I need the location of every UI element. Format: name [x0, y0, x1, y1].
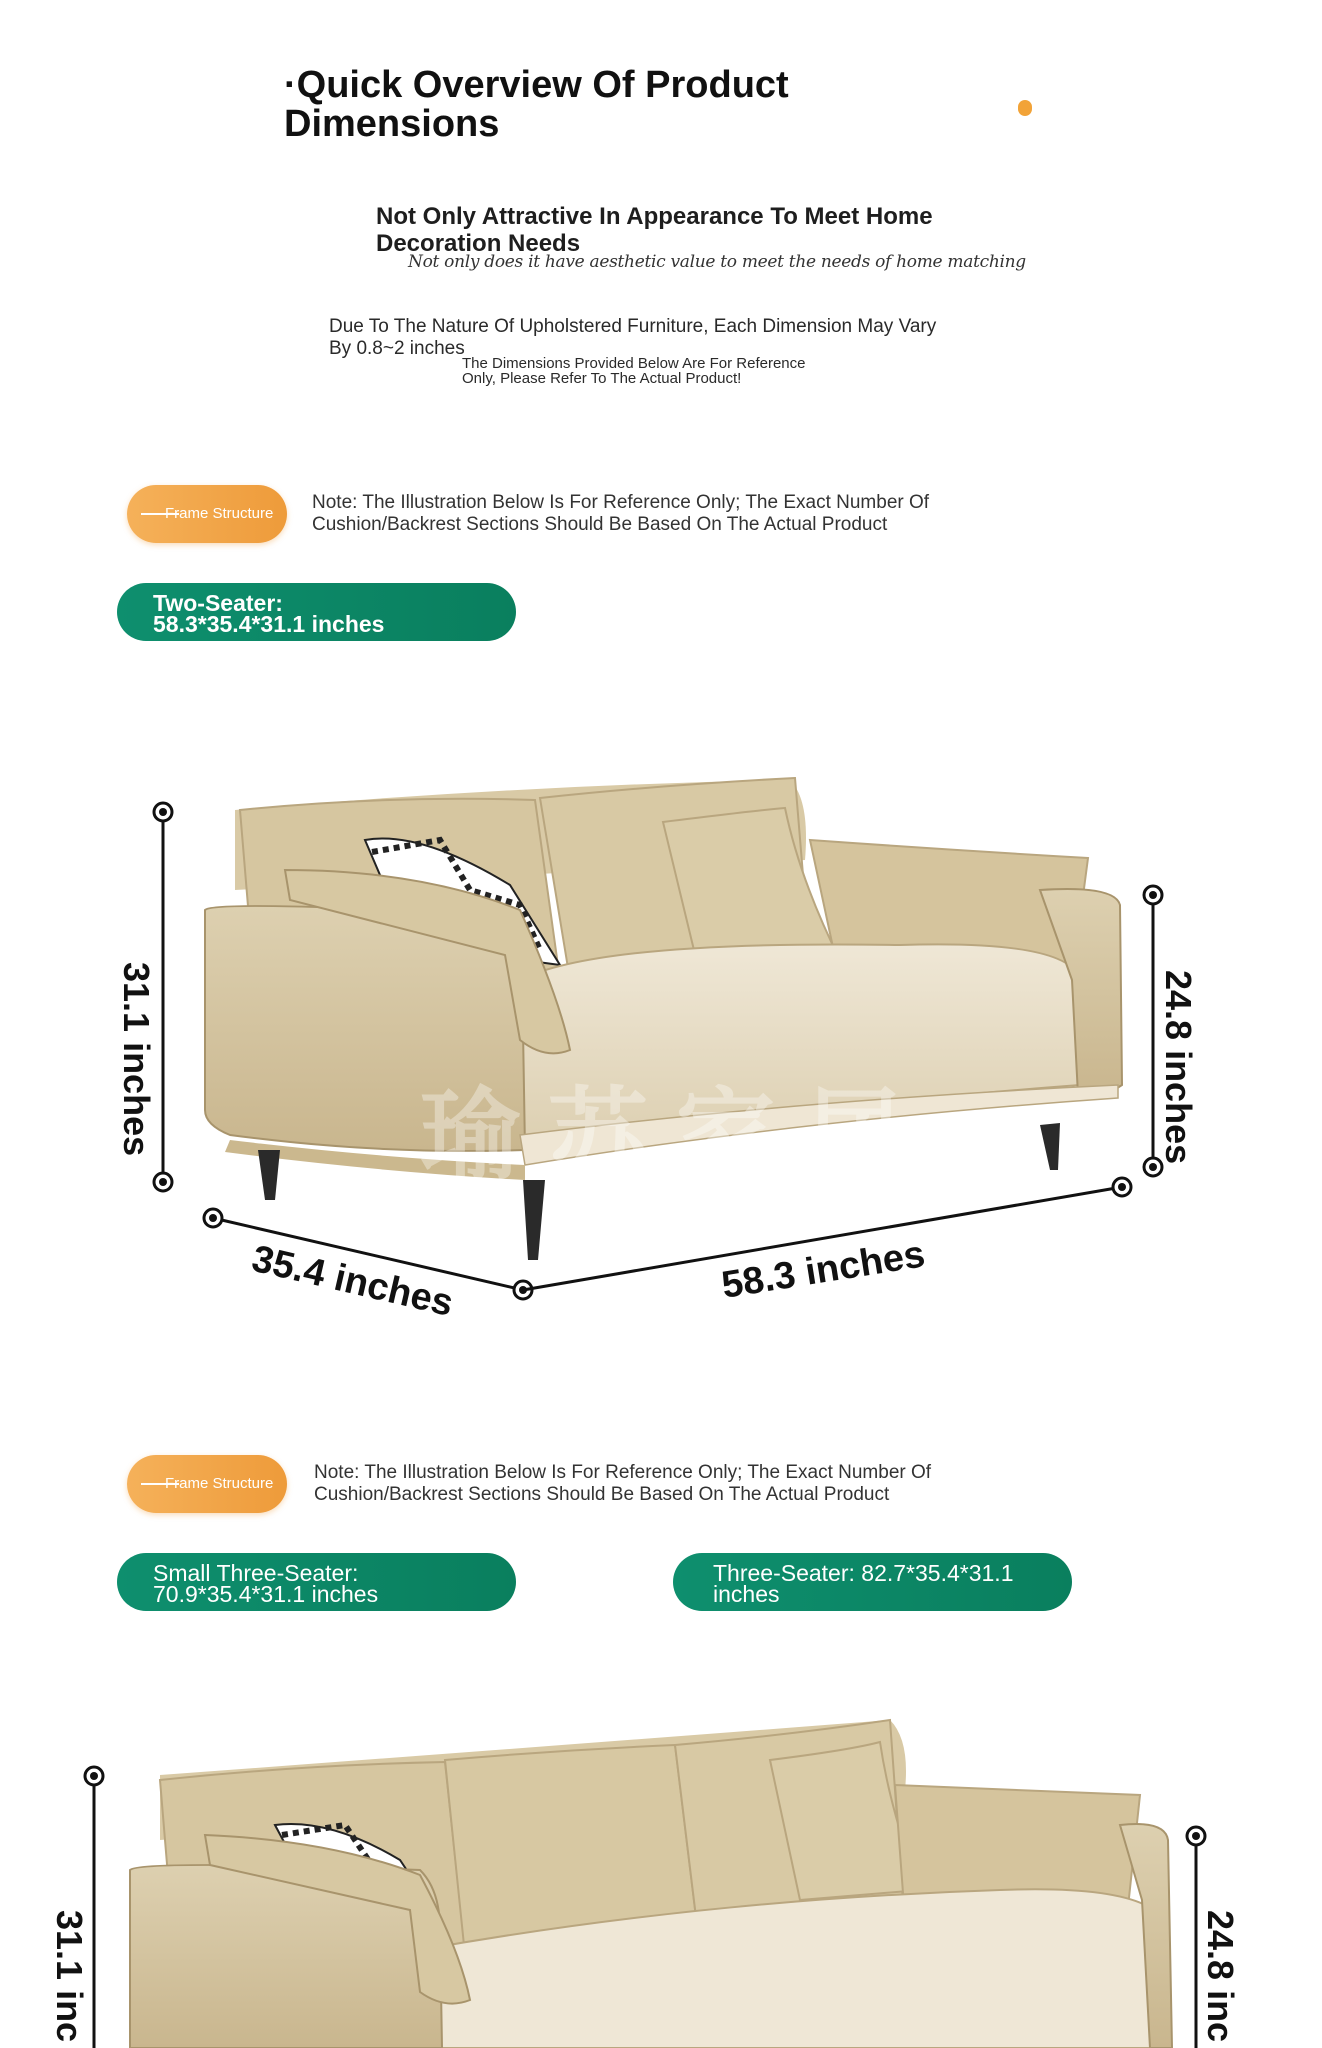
- height-label: 31.1 inches: [116, 962, 157, 1157]
- height-label-2: 31.1 inc: [49, 1910, 90, 2043]
- small-three-seater-size-pill: Small Three-Seater: 70.9*35.4*31.1 inches: [117, 1553, 516, 1611]
- three-seater-size-pill: Three-Seater: 82.7*35.4*31.1 inches: [673, 1553, 1072, 1611]
- reference-note: The Dimensions Provided Below Are For Reference Only, Please Refer To The Actual Product!: [462, 355, 806, 387]
- page-title-line2: Dimensions: [284, 103, 500, 145]
- accent-dot: [1018, 100, 1032, 116]
- seat-height-label: 24.8 inches: [1158, 970, 1199, 1165]
- subtitle: Not Only Attractive In Appearance To Meet Home Decoration Needs: [376, 203, 933, 257]
- page-title: [284, 66, 789, 144]
- seat-height-dimension-2: [1187, 1827, 1241, 2048]
- section1-note: Note: The Illustration Below Is For Reference Only; The Exact Number Of Cushion/Backrest Sections Should Be Based On The Actual Product: [312, 492, 930, 535]
- badge-label: Frame Structure: [165, 1475, 274, 1492]
- seat-height-dimension: [1144, 886, 1199, 1176]
- sofa-illustration: [205, 778, 1122, 1260]
- watermark: 瑜 苏 家 居: [420, 1080, 904, 1192]
- width-dimension: [523, 1178, 1131, 1307]
- variance-note: Due To The Nature Of Upholstered Furniture, Each Dimension May Vary By 0.8~2 inches: [329, 316, 937, 359]
- two-seater-size-pill: Two-Seater: 58.3*35.4*31.1 inches: [117, 583, 516, 641]
- script-tagline: Not only does it have aesthetic value to meet the needs of home matching: [408, 252, 1026, 272]
- depth-label: 35.4 inches: [247, 1237, 458, 1325]
- page-title-line1: ·Quick Overview Of Product: [284, 64, 789, 106]
- height-dimension-2: [49, 1767, 103, 2048]
- frame-structure-badge-2: [127, 1455, 287, 1513]
- depth-dimension: [204, 1209, 532, 1325]
- seat-height-label-2: 24.8 inc: [1200, 1910, 1241, 2043]
- sofa-illustration: [130, 1720, 1172, 2048]
- badge-label: Frame Structure: [165, 505, 274, 522]
- frame-structure-badge: [127, 485, 287, 543]
- two-seater-diagram: [0, 740, 1322, 1360]
- section2-note: Note: The Illustration Below Is For Reference Only; The Exact Number Of Cushion/Backrest Sections Should Be Based On The Actual Product: [314, 1462, 932, 1505]
- width-label: 58.3 inches: [718, 1233, 928, 1307]
- three-seater-diagram: [0, 1700, 1322, 2048]
- height-dimension: [116, 803, 172, 1191]
